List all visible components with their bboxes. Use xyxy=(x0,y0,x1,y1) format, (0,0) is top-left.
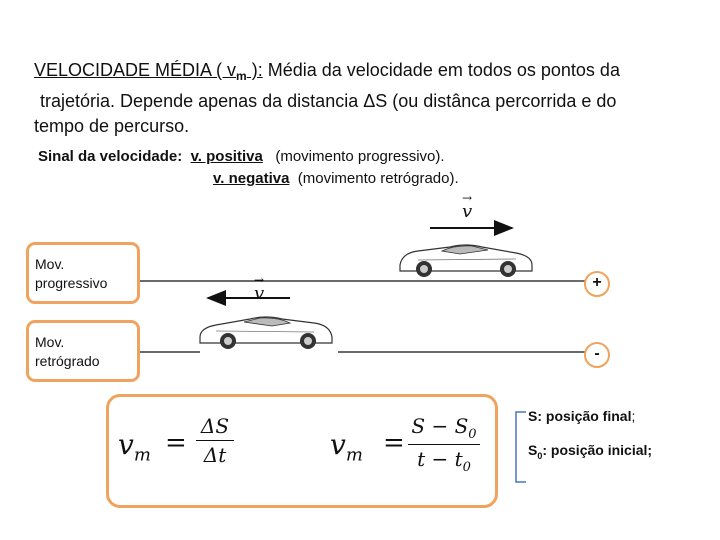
fraction-2-denominator: $t - t_0$ xyxy=(417,447,471,475)
negative-desc: (movimento retrógrado). xyxy=(297,170,459,187)
legend-s: S: posição final; xyxy=(528,408,636,424)
vector-v-top: → v xyxy=(462,191,473,222)
car-left-icon xyxy=(200,317,332,349)
progressive-label-line2: progressivo xyxy=(35,275,108,291)
fraction-1-numerator: ΔS xyxy=(200,414,230,438)
positive-desc: (movimento progressivo). xyxy=(275,148,445,165)
legend-s0: $S_0$: posição inicial; xyxy=(528,442,653,461)
equals-sign-2: = xyxy=(383,428,405,458)
fraction-1 xyxy=(196,414,234,467)
intro-line1: Média da velocidade em todos os pontos da xyxy=(262,60,620,80)
fraction-1-denominator: Δt xyxy=(203,443,227,467)
section-title: VELOCIDADE MÉDIA ( $v_m$ ): xyxy=(34,60,263,83)
retrograde-label-box xyxy=(26,320,140,382)
retrograde-label-line2: retrógrado xyxy=(35,353,100,369)
intro-line3: tempo de percurso. xyxy=(34,116,190,136)
formula-lhs-2: $v_m$ xyxy=(330,428,363,466)
positive-term: v. positiva xyxy=(190,148,263,165)
retrograde-label-line1: Mov. xyxy=(35,334,65,350)
formula-lhs: $v_m$ xyxy=(118,428,151,466)
legend-bracket xyxy=(516,412,526,482)
negative-term: v. negativa xyxy=(213,170,290,187)
fraction-2-numerator: $S - S_0$ xyxy=(411,414,477,442)
negative-sign-badge: - xyxy=(584,342,610,368)
fraction-2 xyxy=(408,414,480,475)
car-right-icon xyxy=(400,245,532,277)
equals-sign-1: = xyxy=(165,428,187,458)
sign-label: Sinal da velocidade: xyxy=(38,148,183,165)
positive-sign-badge: + xyxy=(584,271,610,297)
progressive-label-box xyxy=(26,242,140,304)
intro-line2: trajetória. Depende apenas da distancia ΔS (ou distânca percorrida e do xyxy=(40,91,617,111)
progressive-label-line1: Mov. xyxy=(35,256,65,272)
vector-v-bottom: → v xyxy=(254,273,265,304)
